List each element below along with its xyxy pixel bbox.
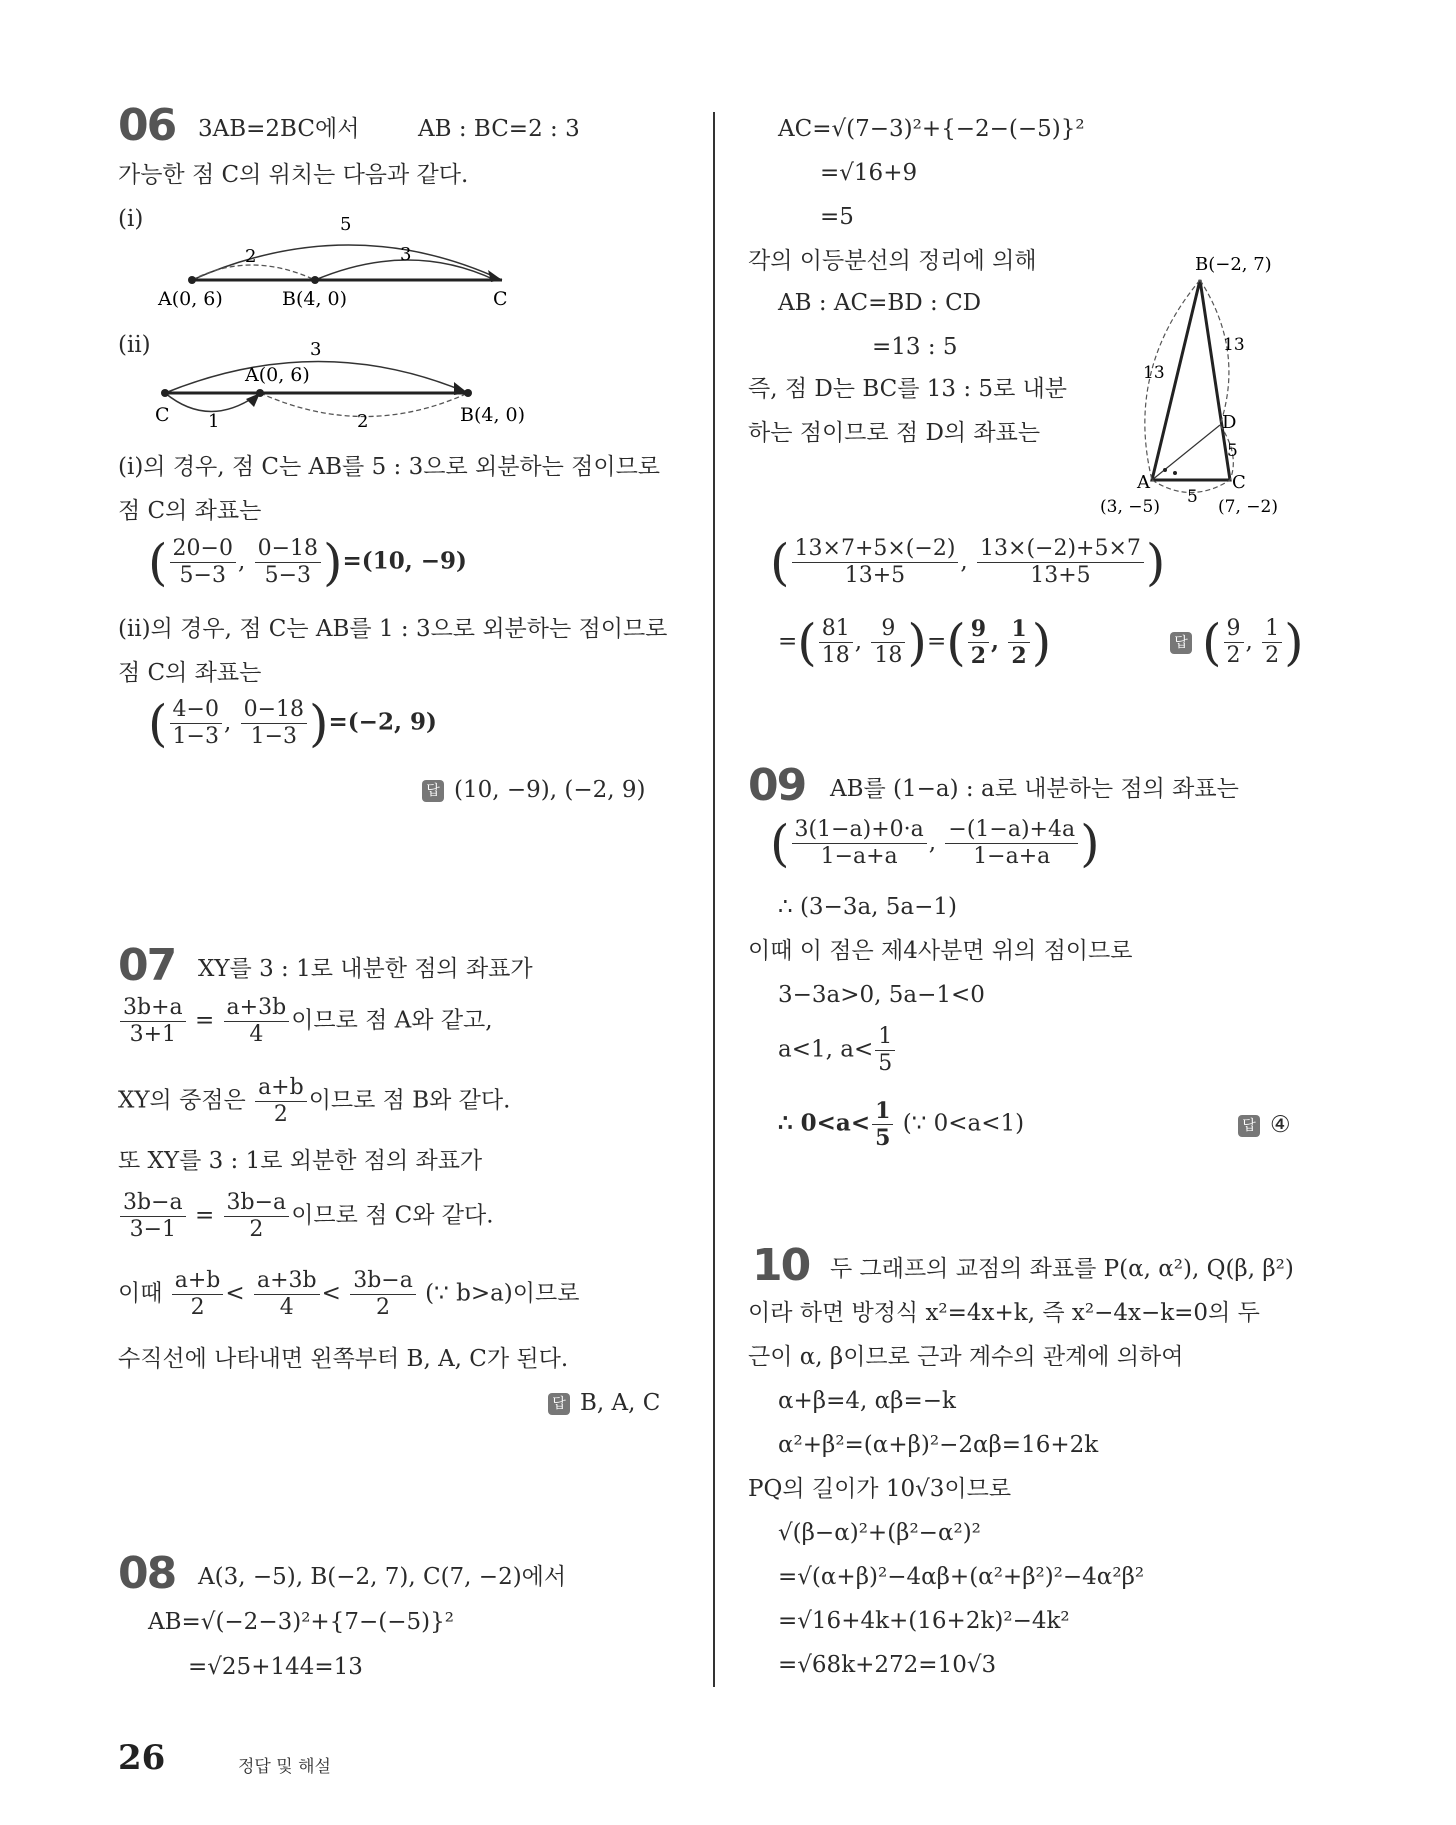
q08-r7: 즉, 점 D는 BC를 13 : 5로 내분 (748, 376, 1068, 402)
label-13-ab: 13 (1143, 363, 1165, 383)
point-a (188, 276, 196, 284)
frac-den: 2 (376, 1295, 391, 1320)
frac-num: 81 (819, 616, 853, 643)
q07-answer (548, 1388, 660, 1418)
label-5: 5 (340, 214, 352, 235)
q06-calc1: ( $\frac{20-0}{5-3}$ , $\frac{0-18}{5-3}$ )=(10, −9) (148, 533, 467, 592)
frac-den: 2 (1265, 643, 1280, 668)
frac-num: 1 (1008, 616, 1029, 643)
frac-den: 5 (875, 1125, 891, 1151)
frac-den: 3−1 (129, 1217, 177, 1242)
frac-den: 1−a+a (973, 844, 1051, 869)
frac-den: 2 (249, 1217, 264, 1242)
frac-num: a+3b (254, 1268, 320, 1295)
frac-num: 1 (875, 1024, 895, 1051)
q07-line4: 또 XY를 3 : 1로 외분한 점의 좌표가 (118, 1148, 483, 1174)
frac-den: 5 (878, 1051, 893, 1076)
page-number: 26 (118, 1738, 166, 1778)
label-13-bd: 13 (1223, 335, 1245, 355)
q09-line2: ∴ (3−3a, 5a−1) (778, 894, 958, 920)
q10-line7: √(β−α)²+(β²−α²)² (778, 1520, 981, 1546)
frac-num: 3b−a (350, 1268, 416, 1295)
frac-den: 3+1 (129, 1022, 177, 1047)
text: (∵ b>a)이므로 (425, 1280, 580, 1307)
frac-den: 4 (249, 1022, 264, 1047)
text: 이므로 점 A와 같고, (291, 1007, 493, 1034)
q08-triangle-figure (1095, 250, 1295, 520)
q09-number: 09 (748, 760, 806, 811)
arc-1 (165, 393, 260, 412)
frac-num: a+3b (224, 995, 290, 1022)
frac-num: 3b+a (120, 995, 186, 1022)
label-a: A(0, 6) (245, 364, 310, 386)
label-3: 3 (310, 339, 322, 360)
q08-calc2: =( $\frac{81}{18}$ , $\frac{9}{18}$ )=( $\frac{9}{2}$ , $\frac{1}{2}$ ) (778, 613, 1052, 672)
point-b (311, 276, 319, 284)
column-divider (713, 112, 715, 1687)
label-d: D (1222, 412, 1237, 433)
frac-num: 9 (871, 616, 905, 643)
q10-line1: 두 그래프의 교점의 좌표를 P(α, α²), Q(β, β²) (830, 1256, 1294, 1282)
q10-line6: PQ의 길이가 10√3이므로 (748, 1476, 1012, 1502)
q09-line3: 이때 이 점은 제4사분면 위의 점이므로 (748, 938, 1133, 964)
frac-den: 2 (273, 1102, 288, 1127)
frac-num: 0−18 (241, 697, 307, 724)
q09-answer (1238, 1110, 1291, 1140)
label-a: A(0, 6) (158, 288, 223, 310)
label-a-coord: (3, −5) (1100, 497, 1160, 517)
label-c: C (155, 404, 170, 426)
q10-line3: 근이 α, β이므로 근과 계수의 관계에 의하여 (748, 1344, 1184, 1370)
q06-line1-a: 3AB=2BC에서 (198, 116, 360, 142)
q06-answer (422, 775, 645, 805)
label-5-ac: 5 (1187, 487, 1198, 507)
point-c (161, 389, 169, 397)
frac-num: 4−0 (170, 697, 222, 724)
q08-number: 08 (118, 1548, 176, 1599)
label-2: 2 (245, 246, 257, 267)
q09-line1: AB를 (1−a) : a로 내분하는 점의 좌표는 (830, 776, 1239, 802)
frac-num: 9 (1224, 616, 1244, 643)
q07-line1: XY를 3 : 1로 내분한 점의 좌표가 (198, 956, 533, 982)
q07-line7: 수직선에 나타내면 왼쪽부터 B, A, C가 된다. (118, 1346, 569, 1372)
q10-line8: =√(α+β)²−4αβ+(α²+β²)²−4α²β² (778, 1564, 1145, 1590)
frac-den: 2 (1011, 643, 1027, 669)
q09-line4: 3−3a>0, 5a−1<0 (778, 982, 985, 1008)
frac-num: 13×(−2)+5×7 (977, 536, 1144, 563)
label-c: C (493, 288, 508, 310)
text: (∵ 0<a<1) (902, 1110, 1025, 1137)
q08-answer: 답 ( $\frac{9}{2}$ , $\frac{1}{2}$ ) (1170, 616, 1304, 669)
q06-text2: 점 C의 좌표는 (118, 498, 262, 524)
label-1: 1 (208, 411, 220, 432)
q10-line4: α+β=4, αβ=−k (778, 1388, 956, 1414)
q07-line2: $\frac{3b+a}{3+1}$ = $\frac{a+3b}{4}$ 이므로 점 A와 같고, (118, 995, 493, 1048)
q06-figure-case1 (150, 210, 530, 310)
label-b: B(4, 0) (282, 288, 348, 310)
q06-text4: 점 C의 좌표는 (118, 660, 262, 686)
q06-case1-label: (i) (118, 206, 144, 232)
frac-den: 18 (821, 643, 850, 668)
frac-den: 1−a+a (820, 844, 898, 869)
q06-line2: 가능한 점 C의 위치는 다음과 같다. (118, 162, 469, 188)
q09-line6 (778, 1098, 1024, 1151)
label-2: 2 (357, 411, 369, 432)
frac-den: 4 (279, 1295, 294, 1320)
q07-line5: $\frac{3b-a}{3-1}$ = $\frac{3b-a}{2}$ 이므로 점 C와 같다. (118, 1190, 494, 1243)
frac-num: 9 (968, 616, 989, 643)
q09-calc1: ( $\frac{3(1-a)+0\cdot a}{1-a+a}$ , $\frac{-(1-a)+4a}{1-a+a}$ ) (770, 814, 1100, 873)
angle-mark (1163, 468, 1167, 472)
answer-text: B, A, C (580, 1390, 661, 1416)
frac-den: 1−3 (250, 724, 298, 749)
q08-r1: AC=√(7−3)²+{−2−(−5)}² (778, 116, 1085, 142)
frac-den: 1−3 (172, 724, 219, 749)
frac-num: 3(1−a)+0·a (792, 817, 927, 844)
q06-calc2: ( $\frac{4-0}{1-3}$ , $\frac{0-18}{1-3}$ )=(−2, 9) (148, 694, 437, 753)
q09-line5 (778, 1024, 897, 1077)
label-a: A (1137, 472, 1150, 493)
q08-r3: =5 (820, 204, 854, 230)
point-b (464, 389, 472, 397)
frac-num: 0−18 (255, 536, 321, 563)
label-5-dc: 5 (1227, 441, 1238, 461)
text: XY의 중점은 (118, 1087, 246, 1114)
frac-num: 3b−a (224, 1190, 290, 1217)
frac-den: 5−3 (179, 563, 226, 588)
text: a<1, a< (778, 1036, 874, 1063)
frac-den: 13+5 (844, 563, 906, 588)
frac-num: 13×7+5×(−2) (792, 536, 959, 563)
q08-line2: AB=√(−2−3)²+{7−(−5)}² (148, 1609, 454, 1635)
q10-number: 10 (752, 1240, 810, 1291)
point-a (256, 389, 264, 397)
q10-line2: 이라 하면 방정식 x²=4x+k, 즉 x²−4x−k=0의 두 (748, 1300, 1260, 1326)
arc-3 (165, 362, 468, 394)
label-c: C (1232, 472, 1246, 493)
q07-line6: 이때 $\frac{a+b}{2}$ < $\frac{a+3b}{4}$ < $\frac{3b-a}{2}$ (∵ b>a)이므로 (118, 1268, 580, 1320)
label-3: 3 (400, 244, 412, 265)
q08-r4: 각의 이등분선의 정리에 의해 (748, 248, 1037, 274)
q10-line9: =√16+4k+(16+2k)²−4k² (778, 1608, 1070, 1634)
frac-num: 20−0 (170, 536, 236, 563)
result: =(−2, 9) (328, 708, 437, 736)
text: 이때 (118, 1280, 163, 1307)
q08-r2: =√16+9 (820, 160, 918, 186)
footer-label: 정답 및 해설 (238, 1757, 331, 1777)
frac-num: 3b−a (120, 1190, 186, 1217)
angle-mark (1173, 471, 1177, 475)
label-c-coord: (7, −2) (1218, 497, 1278, 517)
frac-den: 2 (190, 1295, 205, 1320)
text: ∴ 0<a< (778, 1109, 871, 1137)
q06-number: 06 (118, 100, 176, 151)
q06-line1-b: AB : BC=2 : 3 (418, 116, 580, 142)
frac-num: −(1−a)+4a (945, 817, 1078, 844)
q08-r6: =13 : 5 (872, 334, 958, 360)
q07-number: 07 (118, 940, 176, 991)
text: 이므로 점 B와 같다. (308, 1087, 511, 1114)
q10-line10: =√68k+272=10√3 (778, 1652, 997, 1678)
answer-badge: 답 (1170, 632, 1192, 654)
frac-num: 1 (872, 1098, 893, 1125)
frac-den: 2 (970, 643, 987, 669)
label-b: B(4, 0) (460, 404, 526, 426)
q06-text3: (ii)의 경우, 점 C는 AB를 1 : 3으로 외분하는 점이므로 (118, 616, 668, 642)
arc-5 (192, 245, 502, 280)
result: =(10, −9) (342, 547, 467, 575)
frac-num: a+b (172, 1268, 224, 1295)
q06-figure-case2 (150, 335, 550, 435)
answer-badge: 답 (1238, 1115, 1260, 1137)
answer-badge: 답 (422, 780, 444, 802)
q06-case2-label: (ii) (118, 332, 151, 358)
q10-line5: α²+β²=(α+β)²−2αβ=16+2k (778, 1432, 1099, 1458)
q08-line1: A(3, −5), B(−2, 7), C(7, −2)에서 (198, 1564, 567, 1590)
answer-badge: 답 (548, 1393, 570, 1415)
frac-den: 13+5 (1030, 563, 1091, 588)
q08-r8: 하는 점이므로 점 D의 좌표는 (748, 420, 1041, 446)
q07-line3 (118, 1075, 510, 1128)
answer-text: (10, −9), (−2, 9) (454, 777, 646, 803)
label-b: B(−2, 7) (1195, 254, 1272, 275)
q06-text1: (i)의 경우, 점 C는 AB를 5 : 3으로 외분하는 점이므로 (118, 454, 661, 480)
q08-calc1: ( $\frac{13\times 7+5\times(-2)}{13+5}$ , $\frac{13\times(-2)+5\times 7}{13+5}$ ) (770, 533, 1166, 592)
frac-den: 5−3 (264, 563, 312, 588)
q08-line3: =√25+144=13 (188, 1654, 363, 1680)
arc-2 (192, 265, 315, 280)
frac-den: 18 (874, 643, 903, 668)
frac-num: 1 (1262, 616, 1282, 643)
frac-num: a+b (255, 1075, 307, 1102)
answer-text: ④ (1270, 1112, 1291, 1138)
frac-den: 2 (1226, 643, 1241, 668)
q08-r5: AB : AC=BD : CD (778, 290, 982, 316)
text: 이므로 점 C와 같다. (291, 1202, 494, 1229)
